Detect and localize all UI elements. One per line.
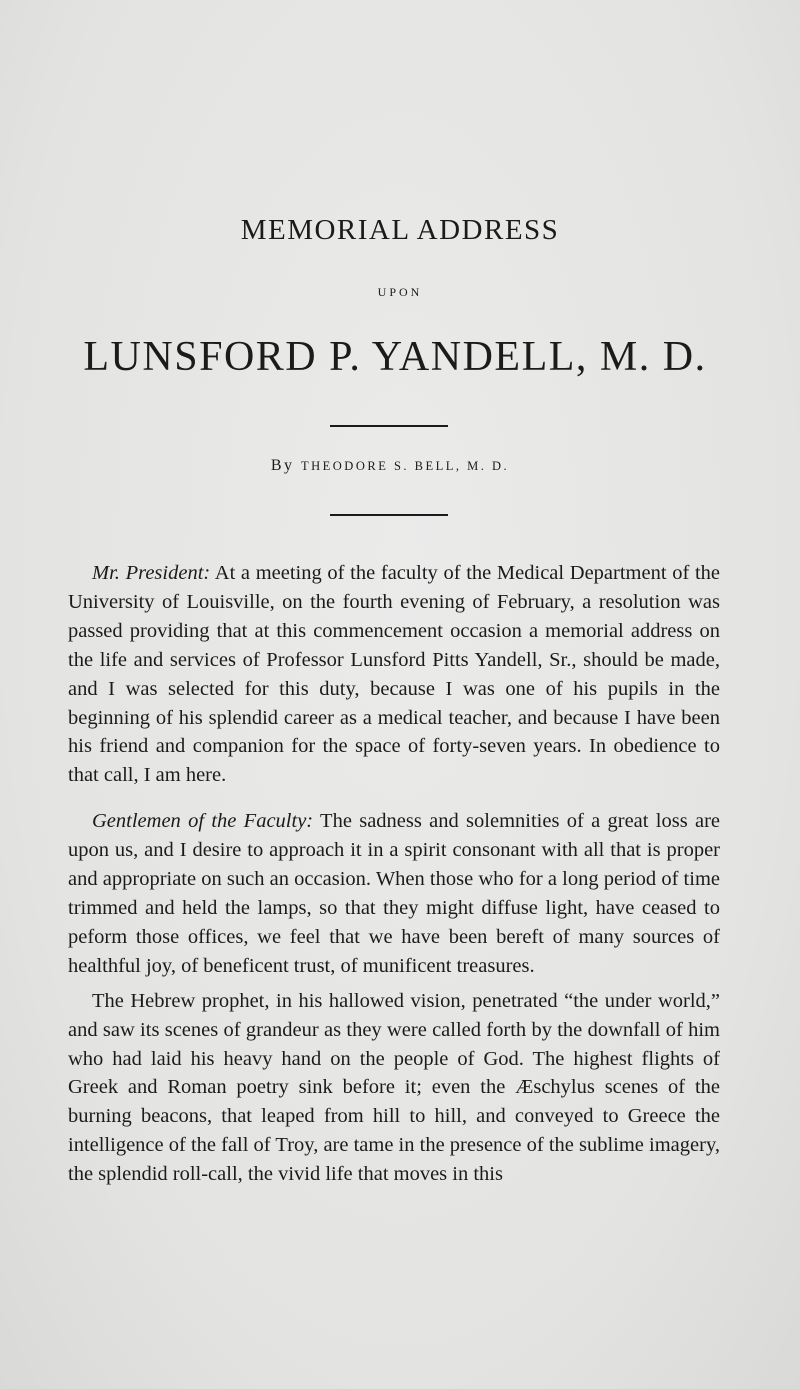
- paragraph-text: The sadness and solemnities of a great loss are upon us, and I desire to approach it in a spirit consonant with all that is proper and appropriate on such an occasion. When those who for a long period of time trimmed and held the lamps, so that they might diffuse light, have ceased to peform those offices, we feel that we have been bereft of many sources of healthful joy, of beneficent trust, of munificent treasures.: [68, 810, 720, 977]
- divider-rule-bottom: [330, 514, 448, 516]
- paragraph-text: The Hebrew prophet, in his hallowed vision, penetrated “the under world,” and saw its scenes of grandeur as they were called forth by the downfall of him who had laid his heavy hand on the people of God. The highest flights of Greek and Roman poetry sink before it; even the Æschylus scenes of the burning beacons, that leaped from hill to hill, and conveyed to Greece the intelligence of the fall of Troy, are tame in the presence of the sublime imagery, the splendid roll-call, the vivid life that moves in this: [68, 989, 720, 1186]
- paragraph-text: At a meeting of the faculty of the Medical Department of the University of Louisville, on the fourth evening of February, a resolution was passed providing that at this commencement occasion a memorial address on the life and services of Professor Lunsford Pitts Yandell, Sr., should be made, and I was selected for this duty, because I was one of his pupils in the beginning of his splendid career as a medical teacher, and because I have been his friend and companion for the space of forty-seven years. In obedience to that call, I am here.: [68, 562, 720, 787]
- paragraph-3: [68, 987, 720, 1189]
- subject-name: LUNSFORD P. YANDELL, M. D.: [83, 334, 707, 380]
- paragraph-lead: Mr. President:: [92, 562, 211, 584]
- body-text: [68, 559, 720, 1189]
- paragraph-2: [68, 807, 720, 980]
- paragraph-1: [68, 559, 720, 790]
- byline-author: THEODORE S. BELL, M. D.: [300, 459, 510, 473]
- address-title: MEMORIAL ADDRESS: [240, 214, 560, 246]
- byline: [0, 457, 780, 475]
- divider-rule-top: [330, 425, 448, 427]
- byline-by: By: [270, 457, 295, 474]
- upon-label: UPON: [377, 285, 423, 299]
- paragraph-lead: Gentlemen of the Faculty:: [92, 810, 314, 833]
